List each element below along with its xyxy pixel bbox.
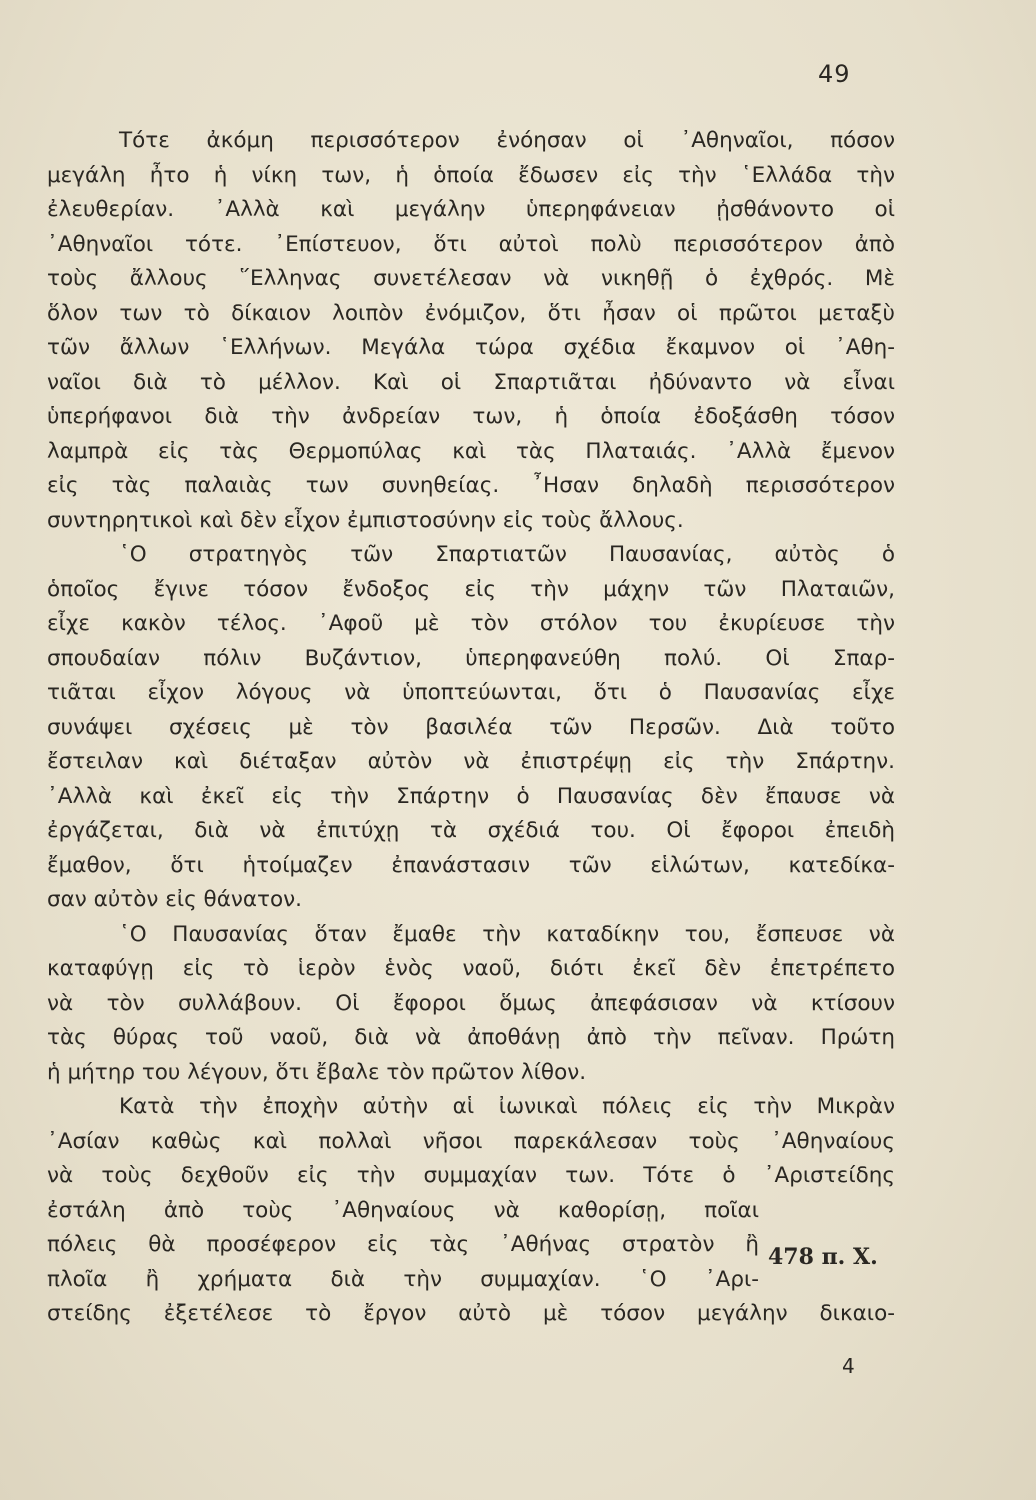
text-line: σπουδαίαν πόλιν Βυζάντιον, ὑπερηφανεύθη πολύ. Οἱ Σπαρ- [47, 645, 895, 671]
text-line: συντηρητικοὶ καὶ δὲν εἶχον ἐμπιστοσύνην εἰς τοὺς ἄλλους. [47, 507, 684, 533]
text-line: λαμπρὰ εἰς τὰς Θερμοπύλας καὶ τὰς Πλαταιάς. ᾿Αλλὰ ἔμενον [47, 438, 895, 464]
text-line: στείδης ἐξετέλεσε τὸ ἔργον αὐτὸ μὲ τόσον μεγάλην δικαιο- [47, 1301, 895, 1326]
text-line: ῾Ο στρατηγὸς τῶν Σπαρτιατῶν Παυσανίας, αὐτὸς ὁ [119, 542, 895, 567]
text-line: ἔστειλαν καὶ διέταξαν αὐτὸν νὰ ἐπιστρέψῃ εἰς τὴν Σπάρτην. [47, 749, 895, 774]
text-line: ναῖοι διὰ τὸ μέλλον. Καὶ οἱ Σπαρτιᾶται ἠδύναντο νὰ εἶναι [47, 369, 895, 395]
text-line: εἰς τὰς παλαιὰς των συνηθείας. ῏Ησαν δηλαδὴ περισσότερον [47, 473, 895, 498]
text-line: ὁποῖος ἔγινε τόσον ἔνδοξος εἰς τὴν μάχην τῶν Πλαταιῶν, [47, 576, 895, 602]
text-line: ᾿Αλλὰ καὶ ἐκεῖ εἰς τὴν Σπάρτην ὁ Παυσανίας δὲν ἔπαυσε νὰ [47, 783, 895, 809]
text-line: πόλεις θὰ προσέφερον εἰς τὰς ᾿Αθήνας στρατὸν ἢ [47, 1232, 759, 1257]
text-line: ἐλευθερίαν. ᾿Αλλὰ καὶ μεγάλην ὑπερηφάνειαν ᾐσθάνοντο οἱ [47, 197, 895, 222]
text-line: Κατὰ τὴν ἐποχὴν αὐτὴν αἱ ἰωνικαὶ πόλεις εἰς τὴν Μικρὰν [119, 1094, 895, 1119]
text-line: ᾿Αθηναῖοι τότε. ᾿Επίστευον, ὅτι αὐτοὶ πολὺ περισσότερον ἀπὸ [47, 231, 895, 257]
text-line: ἐστάλη ἀπὸ τοὺς ᾿Αθηναίους νὰ καθορίσῃ, ποῖαι [47, 1197, 759, 1223]
page-number: 49 [818, 60, 851, 88]
text-line: Τότε ἀκόμη περισσότερον ἐνόησαν οἱ ᾿Αθηναῖοι, πόσον [119, 128, 895, 153]
text-line: ᾿Ασίαν καθὼς καὶ πολλαὶ νῆσοι παρεκάλεσαν τοὺς ᾿Αθηναίους [47, 1128, 895, 1154]
text-body [47, 124, 895, 1332]
margin-date-note: 478 π. Χ. [768, 1244, 878, 1270]
text-line: σαν αὐτὸν εἰς θάνατον. [47, 887, 302, 912]
text-line: τὰς θύρας τοῦ ναοῦ, διὰ νὰ ἀποθάνῃ ἀπὸ τὴν πεῖναν. Πρώτη [47, 1025, 895, 1050]
text-line: ὅλον των τὸ δίκαιον λοιπὸν ἐνόμιζον, ὅτι ἦσαν οἱ πρῶτοι μεταξὺ [47, 300, 895, 326]
printer-signature-mark: 4 [842, 1354, 855, 1378]
text-line: τῶν ἄλλων ῾Ελλήνων. Μεγάλα τώρα σχέδια ἔκαμνον οἱ ᾿Αθη- [47, 335, 895, 360]
text-line: ἐργάζεται, διὰ νὰ ἐπιτύχῃ τὰ σχέδιά του. Οἱ ἔφοροι ἐπειδὴ [47, 818, 895, 843]
text-line: εἶχε κακὸν τέλος. ᾿Αφοῦ μὲ τὸν στόλον του ἐκυρίευσε τὴν [47, 611, 895, 636]
text-line: μεγάλη ἦτο ἡ νίκη των, ἡ ὁποία ἔδωσεν εἰς τὴν ῾Ελλάδα τὴν [47, 162, 895, 188]
text-line: ἔμαθον, ὅτι ἡτοίμαζεν ἐπανάστασιν τῶν εἱλώτων, κατεδίκα- [47, 852, 895, 878]
text-line: συνάψει σχέσεις μὲ τὸν βασιλέα τῶν Περσῶν. Διὰ τοῦτο [47, 714, 895, 740]
text-line: νὰ τὸν συλλάβουν. Οἱ ἔφοροι ὅμως ἀπεφάσισαν νὰ κτίσουν [47, 990, 895, 1016]
text-line: πλοῖα ἢ χρήματα διὰ τὴν συμμαχίαν. ῾Ο ᾿Αρι- [47, 1266, 759, 1292]
text-line: ἡ μήτηρ του λέγουν, ὅτι ἔβαλε τὸν πρῶτον λίθον. [47, 1059, 587, 1085]
text-line: ῾Ο Παυσανίας ὅταν ἔμαθε τὴν καταδίκην του, ἔσπευσε νὰ [119, 921, 895, 947]
text-line: τιᾶται εἶχον λόγους νὰ ὑποπτεύωνται, ὅτι ὁ Παυσανίας εἶχε [47, 680, 895, 705]
text-line: τοὺς ἄλλους ῞Ελληνας συνετέλεσαν νὰ νικηθῇ ὁ ἐχθρός. Μὲ [47, 266, 895, 291]
text-line: νὰ τοὺς δεχθοῦν εἰς τὴν συμμαχίαν των. Τότε ὁ ᾿Αριστείδης [47, 1163, 895, 1188]
text-line: ὑπερήφανοι διὰ τὴν ἀνδρείαν των, ἡ ὁποία ἐδοξάσθη τόσον [47, 404, 895, 429]
text-line: καταφύγῃ εἰς τὸ ἱερὸν ἑνὸς ναοῦ, διότι ἐκεῖ δὲν ἐπετρέπετο [47, 956, 895, 981]
